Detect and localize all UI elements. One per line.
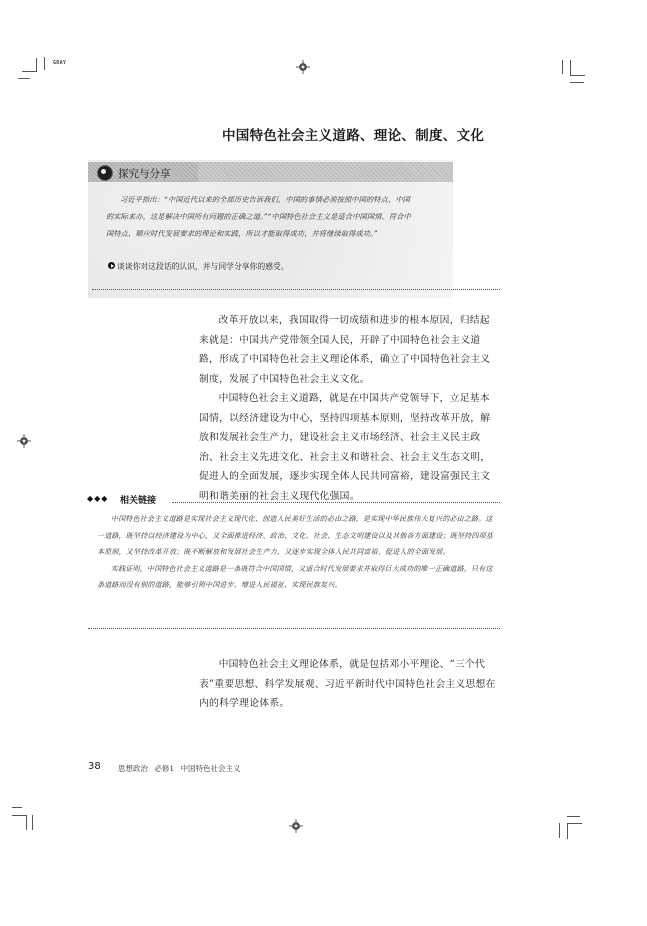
related-paragraph: 中国特色社会主义道路是实现社会主义现代化、创造人民美好生活的必由之路，是实现中华民族伟大复兴的必由之路。这一道路，既坚持以经济建设为中心，又全面推进经济、政治、文化、社会、生态文明建设以及其他各方面建设；既坚持四项基本原则，又坚持改革开放；既不断解放和发展社会生产力，又逐步实现全体人民共同富裕、促进人的全面发展。 [97,515,493,556]
divider-dotted [92,289,500,290]
quote-line: 的实际来办，这是解决中国所有问题的正确之道。”“中国特色社会主义是适合中国国情、符合中 [106,212,411,221]
crop-mark-top-left-bar [44,57,45,70]
paragraph-reasons: 改革开放以来，我国取得一切成绩和进步的根本原因，归结起来就是：中国共产党带领全国人民，开辟了中国特色社会主义道路，形成了中国特色社会主义理论体系，确立了中国特色社会主义制度，发展了中国特色社会主义文化。 [199,315,491,385]
quote-line: 国特点、顺应时代发展要求的理论和实践，所以才能取得成功，并将继续取得成功。” [106,229,378,238]
paragraph-theory: 中国特色社会主义理论体系，就是包括邓小平理论、“三个代表”重要思想、科学发展观、习近平新时代中国特色社会主义思想在内的科学理论体系。 [199,659,496,709]
color-label: GRAY [53,60,67,66]
crop-mark-bottom-left-tick [12,807,22,808]
discussion-icon [97,165,113,181]
main-body [199,311,499,506]
related-links-heading: 相关链接 [120,496,157,506]
crop-mark-bottom-right [567,823,582,839]
theory-body [199,655,499,714]
explore-quote [106,191,486,242]
quote-line: 习近平指出：“中国近代以来的全部历史告诉我们，中国的事情必须按照中国的特点、中国 [120,195,410,204]
registration-mark-bottom-icon [289,819,303,833]
divider-dotted [88,628,500,629]
section-title: 中国特色社会主义道路、理论、制度、文化 [222,128,485,144]
registration-mark-left-icon [17,434,31,448]
crop-mark-bottom-right-bar [559,823,560,838]
crop-mark-top-right [570,60,585,76]
page-number: 38 [88,761,101,772]
divider-dotted [172,502,500,503]
crop-mark-top-left [22,58,37,72]
crop-mark-top-left-tick [18,78,30,79]
diamond-bullets-icon: ◆◆◆ [87,494,109,503]
crop-mark-bottom-right-tick [567,816,580,817]
crop-mark-top-right-tick [570,82,584,83]
crop-mark-bottom-left-bar [32,815,33,830]
crop-mark-bottom-left [12,815,27,830]
crop-mark-top-right-bar [562,60,563,74]
explore-share-label: 探究与分享 [118,168,171,180]
paragraph-road-definition: 中国特色社会主义道路，就是在中国共产党领导下，立足基本国情，以经济建设为中心，坚持四项基本原则，坚持改革开放，解放和发展社会生产力，建设社会主义市场经济、社会主义民主政治、社会主义先进文化、社会主义和谐社会、社会主义生态文明，促进人的全面发展，逐步实现全体人民共同富裕，建设富强民主文明和谐美丽的社会主义现代化强国。 [199,393,491,502]
related-links-body [97,511,497,594]
play-bullet-icon [108,262,115,269]
book-info: 思想政治 必修1 中国特色社会主义 [118,764,241,773]
related-paragraph: 实践证明，中国特色社会主义道路是一条既符合中国国情，又适合时代发展要求并取得巨大成功的唯一正确道路。只有这条道路而没有别的道路，能够引领中国进步、增进人民福祉、实现民族复兴。 [97,564,493,589]
explore-question: 谈谈你对这段话的认识，并与同学分享你的感受。 [117,262,289,271]
registration-mark-top-icon [296,60,310,74]
